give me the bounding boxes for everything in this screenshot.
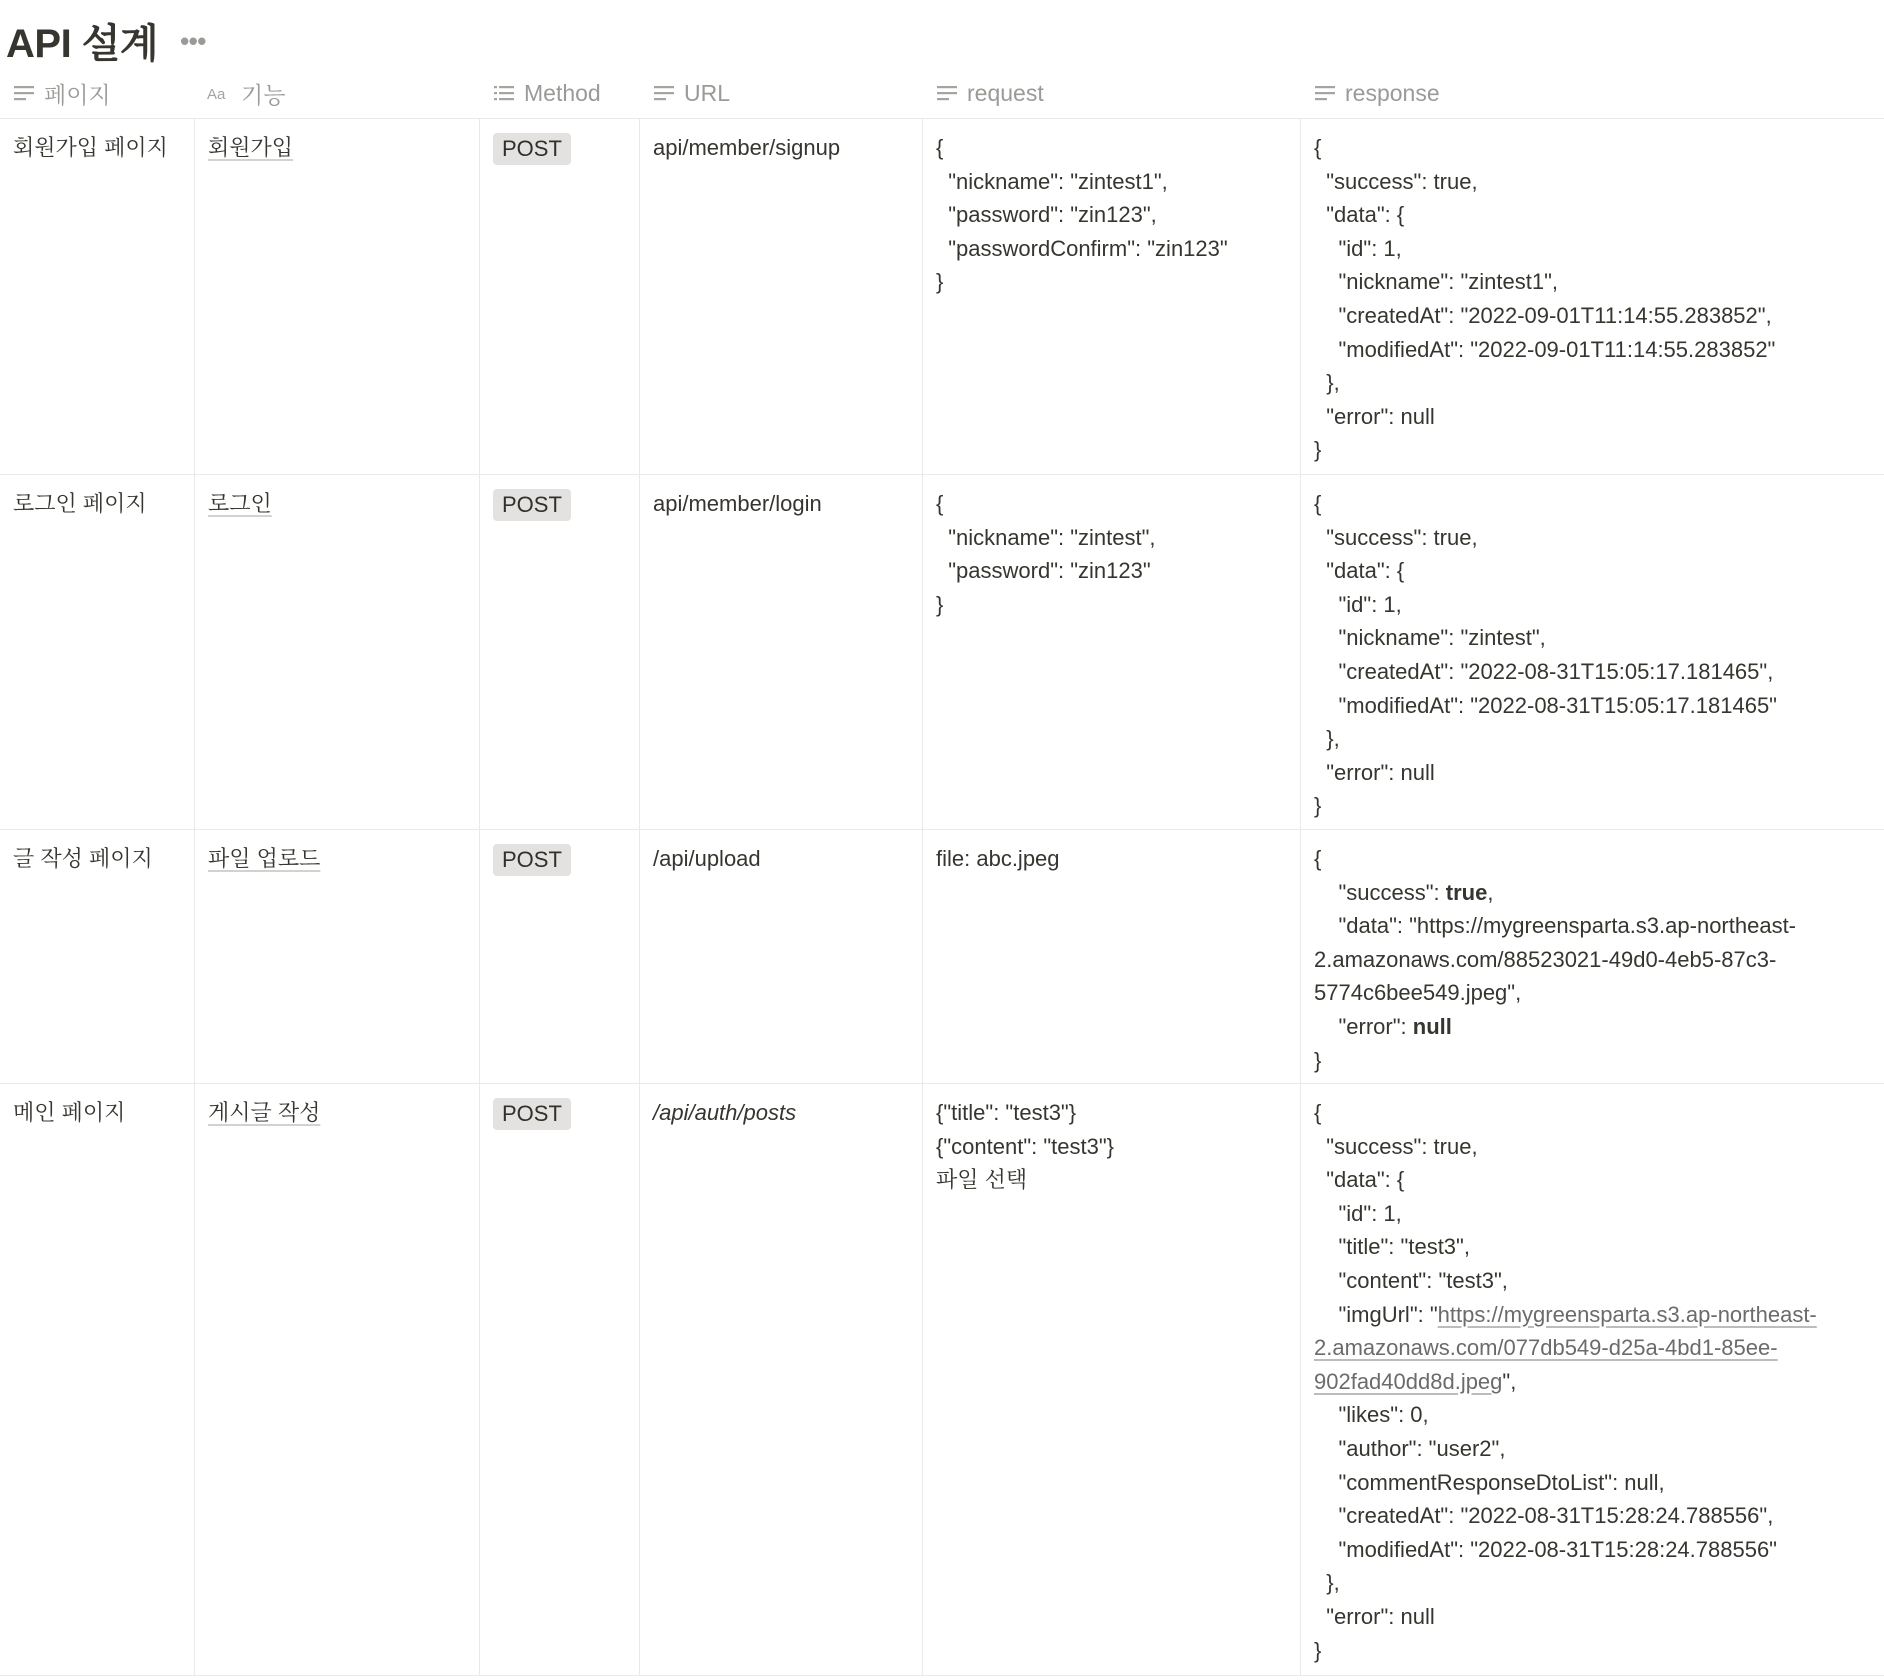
response-text: , bbox=[1487, 879, 1494, 905]
response-text: "error": bbox=[1314, 1013, 1413, 1039]
response-bold-value: true bbox=[1445, 879, 1488, 905]
row-title-link[interactable]: 게시글 작성 bbox=[208, 1100, 321, 1125]
method-tag: POST bbox=[493, 844, 571, 876]
text-property-icon bbox=[1313, 81, 1337, 105]
response-text: "success": bbox=[1314, 879, 1446, 905]
response-text: ", "likes": 0, "author": "user2", "commentResponseDtoList": null, "createdAt": "2022-08-31T15:28:24.788556", "modifiedAt": "2022-08-31T15:28:24.788556" }, "error": null } bbox=[1314, 1368, 1777, 1663]
cell-url[interactable]: api/member/signup bbox=[640, 119, 923, 474]
cell-method[interactable] bbox=[480, 119, 640, 474]
cell-func[interactable] bbox=[195, 830, 480, 1083]
response-text: { "success": true, "data": { "id": 1, "title": "test3", "content": "test3", "imgUrl": " bbox=[1314, 1100, 1508, 1327]
cell-url[interactable]: /api/auth/posts bbox=[640, 1084, 923, 1675]
title-property-icon bbox=[207, 81, 233, 105]
response-text: { bbox=[1314, 846, 1322, 871]
cell-request[interactable]: file: abc.jpeg bbox=[923, 830, 1301, 1083]
column-header-label: URL bbox=[684, 79, 731, 106]
column-header-page[interactable] bbox=[0, 68, 195, 118]
column-header-label: Method bbox=[524, 79, 601, 106]
column-header-label: 기능 bbox=[241, 81, 286, 108]
cell-method[interactable] bbox=[480, 475, 640, 829]
page-title bbox=[6, 12, 206, 69]
column-header-label: response bbox=[1345, 79, 1440, 106]
cell-url[interactable]: api/member/login bbox=[640, 475, 923, 829]
cell-page[interactable]: 로그인 페이지 bbox=[0, 475, 195, 829]
more-horizontal-icon[interactable]: ••• bbox=[180, 25, 206, 56]
table-row bbox=[0, 1084, 1884, 1676]
list-property-icon bbox=[492, 81, 516, 105]
table-row bbox=[0, 830, 1884, 1084]
column-header-response[interactable] bbox=[1301, 68, 1884, 118]
cell-response[interactable]: { "success": true, "data": { "id": 1, "nickname": "zintest", "createdAt": "2022-08-31T15:05:17.181465", "modifiedAt": "2022-08-31T15:05:17.181465" }, "error": null } bbox=[1314, 491, 1777, 819]
table-row bbox=[0, 475, 1884, 830]
cell-response[interactable] bbox=[1301, 830, 1884, 1083]
cell-func[interactable] bbox=[195, 1084, 480, 1675]
cell-request[interactable]: {"title": "test3"} {"content": "test3"} 파일 선택 bbox=[923, 1084, 1301, 1675]
cell-method[interactable] bbox=[480, 830, 640, 1083]
cell-request[interactable]: { "nickname": "zintest", "password": "zin123" } bbox=[923, 475, 1301, 829]
response-text: "data": "https://mygreensparta.s3.ap-northeast-2.amazonaws.com/88523021-49d0-4eb5-87c3-5774c6bee549.jpeg", bbox=[1314, 913, 1797, 1006]
row-title-link[interactable]: 로그인 bbox=[208, 491, 272, 516]
text-property-icon bbox=[12, 81, 36, 105]
cell-page[interactable]: 메인 페이지 bbox=[0, 1084, 195, 1675]
image-url-link[interactable]: https://mygreensparta.s3.ap-northeast-2.amazonaws.com/077db549-d25a-4bd1-85ee-902fad40dd8d.jpeg bbox=[1314, 1301, 1817, 1394]
cell-func[interactable] bbox=[195, 475, 480, 829]
svg-text:Aa: Aa bbox=[207, 86, 226, 102]
cell-url[interactable]: /api/upload bbox=[640, 830, 923, 1083]
method-tag: POST bbox=[493, 489, 571, 521]
response-text: } bbox=[1314, 1047, 1322, 1073]
column-header-request[interactable] bbox=[923, 68, 1301, 118]
column-header-method[interactable] bbox=[480, 68, 640, 118]
text-property-icon bbox=[652, 81, 676, 105]
column-header-label: request bbox=[967, 79, 1044, 106]
table-row bbox=[0, 119, 1884, 475]
cell-page[interactable]: 글 작성 페이지 bbox=[0, 830, 195, 1083]
method-tag: POST bbox=[493, 1098, 571, 1130]
row-title-link[interactable]: 회원가입 bbox=[208, 135, 294, 160]
page-title-text[interactable]: API 설계 bbox=[6, 22, 159, 66]
column-header-func[interactable] bbox=[195, 68, 480, 118]
table-header bbox=[0, 68, 1884, 119]
row-title-link[interactable]: 파일 업로드 bbox=[208, 846, 321, 871]
response-bold-value: null bbox=[1412, 1013, 1452, 1039]
cell-request[interactable]: { "nickname": "zintest1", "password": "zin123", "passwordConfirm": "zin123" } bbox=[923, 119, 1301, 474]
cell-response[interactable]: { "success": true, "data": { "id": 1, "nickname": "zintest1", "createdAt": "2022-09-01T11:14:55.283852", "modifiedAt": "2022-09-01T11:14:55.283852" }, "error": null } bbox=[1314, 135, 1776, 463]
cell-response[interactable] bbox=[1301, 1084, 1884, 1675]
database-table bbox=[0, 68, 1884, 1676]
text-property-icon bbox=[935, 81, 959, 105]
column-header-url[interactable] bbox=[640, 68, 923, 118]
column-header-label: 페이지 bbox=[44, 81, 111, 108]
cell-page[interactable]: 회원가입 페이지 bbox=[0, 119, 195, 474]
method-tag: POST bbox=[493, 133, 571, 165]
cell-method[interactable] bbox=[480, 1084, 640, 1675]
cell-func[interactable] bbox=[195, 119, 480, 474]
